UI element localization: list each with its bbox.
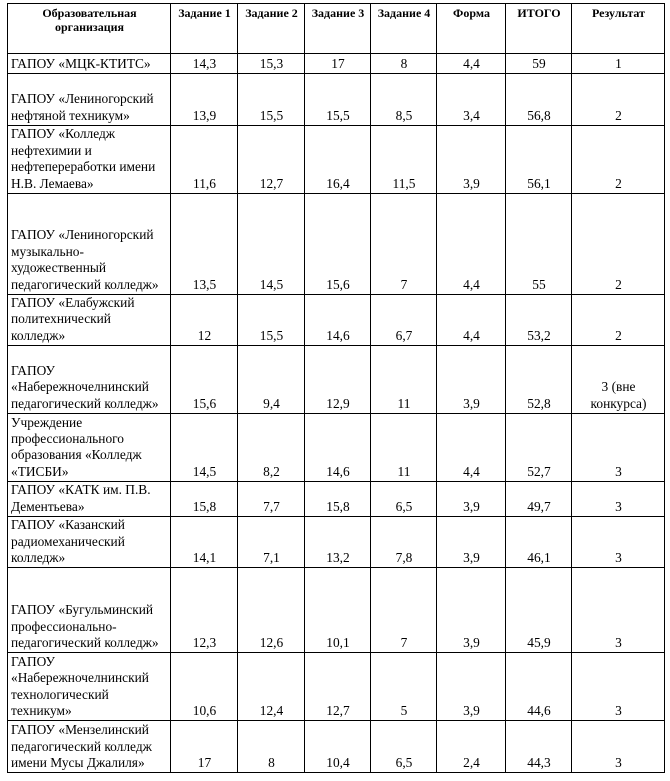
task-3-cell: 15,5 bbox=[305, 74, 371, 126]
org-cell: ГАПОУ «Казанский радиомеханический колледж» bbox=[8, 517, 171, 568]
task-2-cell: 7,7 bbox=[238, 482, 305, 517]
task-3-cell: 15,6 bbox=[305, 194, 371, 295]
task-1-cell: 14,3 bbox=[171, 54, 238, 74]
table-row bbox=[8, 482, 665, 517]
form-cell: 3,9 bbox=[437, 482, 506, 517]
task-1-cell: 10,6 bbox=[171, 653, 238, 721]
task-1-cell: 13,5 bbox=[171, 194, 238, 295]
form-cell: 4,4 bbox=[437, 54, 506, 74]
task-4-cell: 11 bbox=[371, 414, 437, 482]
task-4-cell: 6,7 bbox=[371, 295, 437, 346]
result-cell: 2 bbox=[572, 126, 665, 194]
header-task-4: Задание 4 bbox=[371, 4, 437, 54]
task-4-cell: 6,5 bbox=[371, 482, 437, 517]
form-cell: 3,9 bbox=[437, 126, 506, 194]
table-row bbox=[8, 295, 665, 346]
org-cell: ГАПОУ «Колледж нефтехимии и нефтепереработки имени Н.В. Лемаева» bbox=[8, 126, 171, 194]
task-1-cell: 12,3 bbox=[171, 568, 238, 653]
task-3-cell: 13,2 bbox=[305, 517, 371, 568]
result-cell: 1 bbox=[572, 54, 665, 74]
task-2-cell: 14,5 bbox=[238, 194, 305, 295]
task-3-cell: 12,7 bbox=[305, 653, 371, 721]
total-cell: 59 bbox=[506, 54, 572, 74]
task-4-cell: 7 bbox=[371, 194, 437, 295]
task-4-cell: 11,5 bbox=[371, 126, 437, 194]
table-row bbox=[8, 126, 665, 194]
task-1-cell: 13,9 bbox=[171, 74, 238, 126]
table-row bbox=[8, 568, 665, 653]
task-4-cell: 6,5 bbox=[371, 721, 437, 773]
task-1-cell: 14,5 bbox=[171, 414, 238, 482]
total-cell: 56,1 bbox=[506, 126, 572, 194]
total-cell: 44,3 bbox=[506, 721, 572, 773]
task-2-cell: 7,1 bbox=[238, 517, 305, 568]
table-row bbox=[8, 194, 665, 295]
result-cell: 3 bbox=[572, 721, 665, 773]
task-3-cell: 17 bbox=[305, 54, 371, 74]
task-2-cell: 8,2 bbox=[238, 414, 305, 482]
result-cell: 3 bbox=[572, 517, 665, 568]
total-cell: 49,7 bbox=[506, 482, 572, 517]
form-cell: 4,4 bbox=[437, 414, 506, 482]
total-cell: 44,6 bbox=[506, 653, 572, 721]
org-cell: Учреждение профессионального образования «Колледж «ТИСБИ» bbox=[8, 414, 171, 482]
task-1-cell: 15,8 bbox=[171, 482, 238, 517]
task-4-cell: 11 bbox=[371, 346, 437, 414]
total-cell: 55 bbox=[506, 194, 572, 295]
result-cell: 3 bbox=[572, 653, 665, 721]
task-4-cell: 8 bbox=[371, 54, 437, 74]
task-2-cell: 12,7 bbox=[238, 126, 305, 194]
header-result: Результат bbox=[572, 4, 665, 54]
org-cell: ГАПОУ «МЦК-КТИТС» bbox=[8, 54, 171, 74]
table-row bbox=[8, 721, 665, 773]
header-row bbox=[8, 4, 665, 54]
org-cell: ГАПОУ «КАТК им. П.В. Дементьева» bbox=[8, 482, 171, 517]
org-cell: ГАПОУ «Бугульминский профессионально-педагогический колледж» bbox=[8, 568, 171, 653]
form-cell: 3,9 bbox=[437, 568, 506, 653]
task-3-cell: 10,1 bbox=[305, 568, 371, 653]
header-total: ИТОГО bbox=[506, 4, 572, 54]
org-cell: ГАПОУ «Лениногорский нефтяной техникум» bbox=[8, 74, 171, 126]
task-3-cell: 14,6 bbox=[305, 414, 371, 482]
total-cell: 52,8 bbox=[506, 346, 572, 414]
org-cell: ГАПОУ «Лениногорский музыкально-художественный педагогический колледж» bbox=[8, 194, 171, 295]
form-cell: 3,9 bbox=[437, 346, 506, 414]
task-1-cell: 11,6 bbox=[171, 126, 238, 194]
org-cell: ГАПОУ «Набережночелнинский педагогический колледж» bbox=[8, 346, 171, 414]
task-3-cell: 10,4 bbox=[305, 721, 371, 773]
total-cell: 46,1 bbox=[506, 517, 572, 568]
header-task-3: Задание 3 bbox=[305, 4, 371, 54]
task-2-cell: 15,3 bbox=[238, 54, 305, 74]
result-cell: 2 bbox=[572, 194, 665, 295]
task-1-cell: 12 bbox=[171, 295, 238, 346]
task-2-cell: 15,5 bbox=[238, 295, 305, 346]
result-cell: 3 bbox=[572, 482, 665, 517]
table-row bbox=[8, 517, 665, 568]
task-1-cell: 15,6 bbox=[171, 346, 238, 414]
task-2-cell: 15,5 bbox=[238, 74, 305, 126]
org-cell: ГАПОУ «Мензелинский педагогический колледж имени Мусы Джалиля» bbox=[8, 721, 171, 773]
table-row bbox=[8, 346, 665, 414]
task-3-cell: 16,4 bbox=[305, 126, 371, 194]
task-2-cell: 12,6 bbox=[238, 568, 305, 653]
table-row bbox=[8, 74, 665, 126]
header-task-1: Задание 1 bbox=[171, 4, 238, 54]
header-org: Образовательная организация bbox=[8, 4, 171, 54]
form-cell: 4,4 bbox=[437, 295, 506, 346]
total-cell: 52,7 bbox=[506, 414, 572, 482]
results-table bbox=[7, 3, 665, 773]
task-3-cell: 12,9 bbox=[305, 346, 371, 414]
table-row bbox=[8, 653, 665, 721]
task-2-cell: 8 bbox=[238, 721, 305, 773]
task-4-cell: 5 bbox=[371, 653, 437, 721]
org-cell: ГАПОУ «Набережночелнинский технологический техникум» bbox=[8, 653, 171, 721]
task-4-cell: 7 bbox=[371, 568, 437, 653]
result-cell: 2 bbox=[572, 74, 665, 126]
total-cell: 56,8 bbox=[506, 74, 572, 126]
form-cell: 3,9 bbox=[437, 517, 506, 568]
task-1-cell: 17 bbox=[171, 721, 238, 773]
table-row bbox=[8, 54, 665, 74]
task-4-cell: 7,8 bbox=[371, 517, 437, 568]
form-cell: 3,9 bbox=[437, 653, 506, 721]
total-cell: 45,9 bbox=[506, 568, 572, 653]
form-cell: 2,4 bbox=[437, 721, 506, 773]
form-cell: 4,4 bbox=[437, 194, 506, 295]
task-2-cell: 9,4 bbox=[238, 346, 305, 414]
result-cell: 3 bbox=[572, 568, 665, 653]
header-task-2: Задание 2 bbox=[238, 4, 305, 54]
result-cell: 3 bbox=[572, 414, 665, 482]
result-cell: 3 (вне конкурса) bbox=[572, 346, 665, 414]
result-cell: 2 bbox=[572, 295, 665, 346]
task-1-cell: 14,1 bbox=[171, 517, 238, 568]
task-3-cell: 14,6 bbox=[305, 295, 371, 346]
table-row bbox=[8, 414, 665, 482]
form-cell: 3,4 bbox=[437, 74, 506, 126]
task-4-cell: 8,5 bbox=[371, 74, 437, 126]
task-3-cell: 15,8 bbox=[305, 482, 371, 517]
org-cell: ГАПОУ «Елабужский политехнический колледж» bbox=[8, 295, 171, 346]
total-cell: 53,2 bbox=[506, 295, 572, 346]
task-2-cell: 12,4 bbox=[238, 653, 305, 721]
header-form: Форма bbox=[437, 4, 506, 54]
